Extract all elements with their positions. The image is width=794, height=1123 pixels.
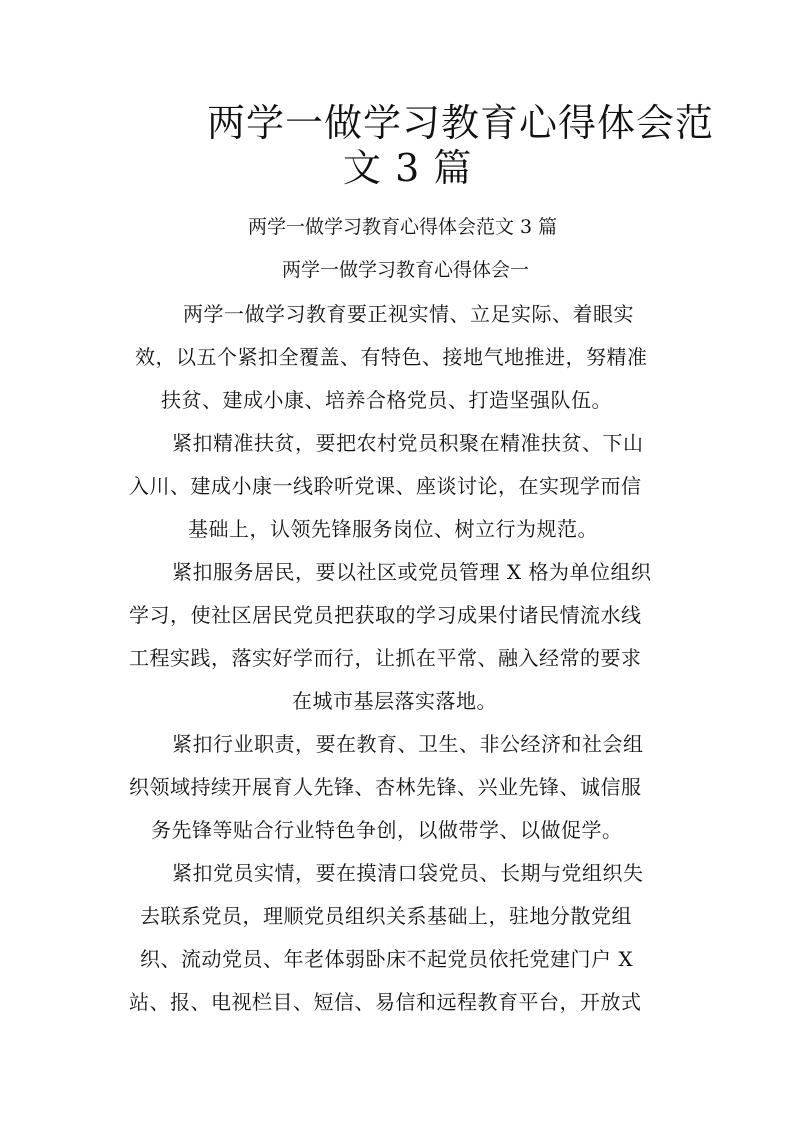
section-heading: 两学一做学习教育心得体会一: [282, 259, 530, 281]
body-line: 两学一做学习教育要正视实情、立足实际、着眼实: [183, 302, 634, 326]
body-line: 织领域持续开展育人先锋、杏林先锋、兴业先锋、诚信服: [129, 775, 642, 799]
body-line: 务先锋等贴合行业特色争创，以做带学、以做促学。: [151, 818, 623, 842]
body-line: 在城市基层落实落地。: [292, 689, 497, 713]
body-line: 站、报、电视栏目、短信、易信和远程教育平台，开放式: [129, 990, 642, 1014]
body-line: 工程实践，落实好学而行，让抓在平常、融入经常的要求: [129, 646, 642, 670]
document-title-line-2: 文 3 篇: [343, 146, 473, 190]
body-line: 紧扣服务居民，要以社区或党员管理 X 格为单位组织: [172, 560, 652, 584]
body-line: 紧扣党员实情，要在摸清口袋党员、长期与党组织失: [172, 861, 644, 885]
body-line: 入川、建成小康一线聆听党课、座谈讨论，在实现学而信: [129, 474, 642, 498]
body-line: 效，以五个紧扣全覆盖、有特色、接地气地推进，努精准: [135, 345, 648, 369]
body-line: 扶贫、建成小康、培养合格党员、打造坚强队伍。: [161, 388, 612, 412]
body-line: 织、流动党员、年老体弱卧床不起党员依托党建门户 X: [140, 947, 634, 971]
body-line: 去联系党员，理顺党员组织关系基础上，驻地分散党组: [140, 904, 632, 928]
body-line: 学习，使社区居民党员把获取的学习成果付诸民情流水线: [129, 603, 642, 627]
body-line: 紧扣精准扶贫，要把农村党员积聚在精准扶贫、下山: [172, 431, 644, 455]
document-subtitle: 两学一做学习教育心得体会范文 3 篇: [248, 216, 558, 238]
body-line: 基础上，认领先锋服务岗位、树立行为规范。: [188, 517, 598, 541]
document-title-line-1: 两学一做学习教育心得体会范: [207, 101, 715, 145]
body-line: 紧扣行业职责，要在教育、卫生、非公经济和社会组: [172, 732, 644, 756]
